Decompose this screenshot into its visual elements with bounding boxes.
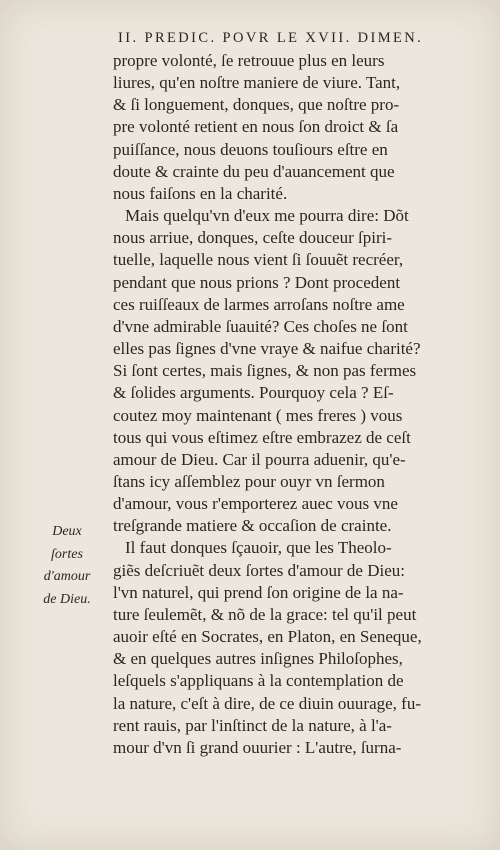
text-line: nous faiſons en la charité.	[113, 183, 288, 203]
running-head: II. PREDIC. POVR LE XVII. DIMEN.	[118, 30, 424, 46]
text-line: d'vne admirable ſuauité? Ces choſes ne ſont	[113, 316, 408, 336]
margin-note-line: d'amour	[43, 569, 91, 584]
text-line: coutez moy maintenant ( mes freres ) vous	[113, 405, 403, 425]
text-line: leſquels s'appliquans à la contemplation de	[113, 671, 404, 691]
margin-note-line: de Dieu.	[43, 591, 91, 607]
text-line: ces ruiſſeaux de larmes arroſans noſtre ame	[113, 294, 405, 314]
margin-note-line: Deux	[52, 524, 82, 539]
text-line: tuelle, laquelle nous vient ſi ſouuẽt recréer,	[113, 250, 404, 270]
text-line: tous qui vous eſtimez eſtre embrazez de ceſt	[113, 427, 411, 447]
text-line: & ſolides arguments. Pourquoy cela ? Eſ-	[113, 383, 394, 403]
text-line: rent rauis, par l'inſtinct de la nature, à l'a-	[113, 715, 392, 735]
text-line: ſtans icy aſſemblez pour ouyr vn ſermon	[113, 471, 385, 491]
text-line: ture ſeulemẽt, & nõ de la grace: tel qu'il peut	[113, 604, 417, 624]
text-line: nous arriue, donques, ceſte douceur ſpiri-	[113, 228, 392, 248]
margin-note	[32, 521, 102, 611]
body-text	[113, 50, 473, 759]
text-line: la nature, c'eſt à dire, de ce diuin ouurage, fu-	[113, 693, 421, 713]
text-line: liures, qu'en noſtre maniere de viure. Tant,	[113, 73, 401, 93]
text-line: pendant que nous prions ? Dont procedent	[113, 272, 401, 292]
text-line: treſgrande matiere & occaſion de crainte.	[113, 516, 392, 536]
text-line: propre volonté, ſe retrouue plus en leurs	[113, 51, 385, 70]
text-line: elles pas ſignes d'vne vraye & naifue charité?	[113, 339, 421, 359]
text-line: Mais quelqu'vn d'eux me pourra dire: Dõt	[125, 206, 409, 226]
text-line: doute & crainte du peu d'auancement que	[113, 161, 395, 181]
text-line: & en quelques autres inſignes Philoſophes,	[113, 649, 403, 669]
text-line: d'amour, vous r'emporterez auec vous vne	[113, 494, 398, 514]
text-line: giẽs deſcriuẽt deux ſortes d'amour de Dieu:	[113, 560, 405, 580]
text-line: & ſi longuement, donques, que noſtre pro-	[113, 95, 400, 115]
text-line: pre volonté retient en nous ſon droict & ſa	[113, 117, 399, 137]
text-line: mour d'vn ſi grand ouurier : L'autre, ſurna-	[113, 737, 402, 757]
text-line: Si ſont certes, mais ſignes, & non pas fermes	[113, 361, 417, 381]
text-line: auoir eſté en Socrates, en Platon, en Seneque,	[113, 627, 422, 647]
text-line: l'vn naturel, qui prend ſon origine de la na-	[113, 582, 404, 602]
text-line: puiſſance, nous deuons touſiours eſtre en	[113, 139, 388, 159]
text-line: Il faut donques ſçauoir, que les Theolo-	[125, 538, 392, 558]
margin-note-line: ſortes	[51, 546, 83, 562]
text-line: amour de Dieu. Car il pourra aduenir, qu'e-	[113, 449, 406, 469]
